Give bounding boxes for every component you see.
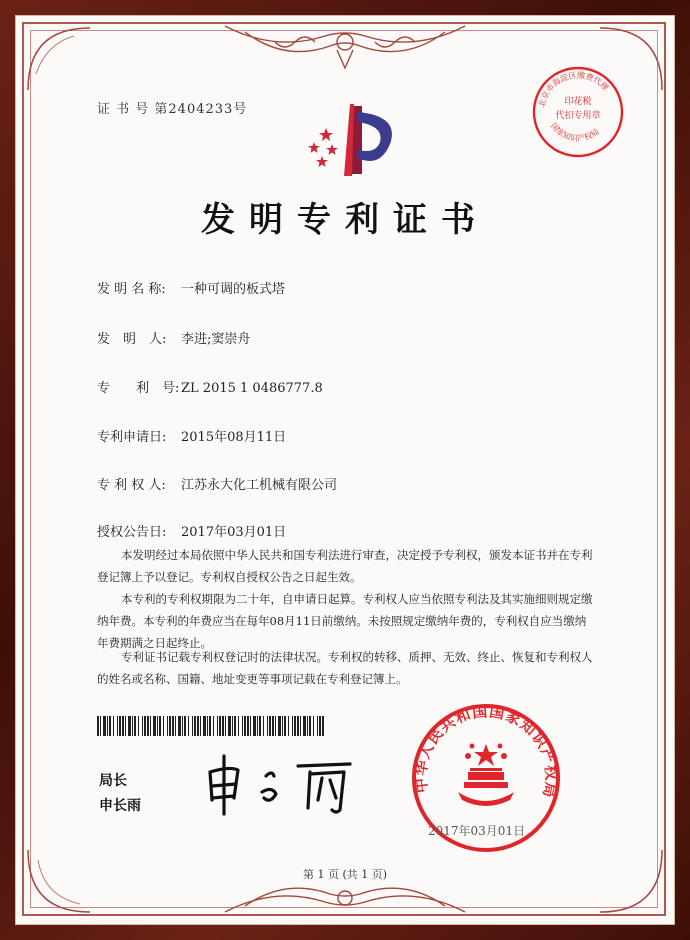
- corner-ornament-tl: [24, 24, 94, 94]
- field-value: ZL 2015 1 0486777.8: [181, 381, 323, 396]
- tax-stamp-line1: 印花税: [564, 97, 592, 107]
- field-value: 2015年08月11日: [181, 430, 287, 445]
- paragraph-legal-status: 专利证书记载专利权登记时的法律状况。专利权的转移、质押、无效、终止、恢复和专利权人的姓名或名称、国籍、地址变更等事项记载在专利登记簿上。: [97, 650, 593, 686]
- field-patent-number: [97, 377, 323, 396]
- field-label: 发 明 人:: [97, 332, 167, 347]
- field-patentee: [97, 474, 337, 493]
- field-label: 专 利 号:: [97, 381, 180, 396]
- certificate-title: 发明专利证书: [201, 200, 489, 240]
- tax-stamp-outer-text: 北京市海淀区缴费代理: [537, 70, 611, 109]
- field-inventor: [97, 328, 250, 347]
- field-application-date: [97, 426, 286, 445]
- barcode: [97, 716, 325, 736]
- field-label: 授权公告日:: [97, 525, 167, 540]
- page-footer: 第 1 页 (共 1 页): [302, 868, 388, 881]
- tax-stamp-bottom-text: 国家知识产权局: [548, 121, 601, 144]
- field-label: 专利申请日:: [97, 430, 167, 445]
- field-invention-name: [97, 278, 285, 297]
- field-label: 发 明 名 称:: [97, 282, 166, 297]
- national-emblem-icon: [458, 744, 514, 807]
- patent-office-logo: [292, 98, 402, 180]
- tax-stamp-line2: 代扣专用章: [555, 111, 601, 121]
- field-value: 江苏永大化工机械有限公司: [181, 478, 338, 493]
- seal-date: 2017年03月01日: [428, 824, 526, 838]
- director-title: 局长: [99, 773, 127, 789]
- paragraph-term: 本专利的专利权期限为二十年，自申请日起算。专利权人应当依照专利法及其实施细则规定缴纳年费。本专利的年费应当在每年08月11日前缴纳。未按照规定缴纳年费的，专利权自应当缴纳年费期满之日起终止。: [97, 592, 593, 650]
- svg-text:国家知识产权局: [549, 121, 601, 143]
- director-name: 申长雨: [99, 798, 141, 814]
- seal-text: 中华人民共和国国家知识产权局: [411, 702, 561, 801]
- certificate-number: 证 书 号 第2404233号: [97, 102, 248, 117]
- top-ornament: [215, 22, 475, 78]
- handwritten-signature: [200, 750, 370, 820]
- field-value: 一种可调的板式塔: [181, 282, 286, 297]
- field-value: 2017年03月01日: [181, 525, 287, 540]
- field-label: 专 利 权 人:: [97, 478, 166, 493]
- tax-stamp: [530, 64, 626, 160]
- field-grant-date: [97, 521, 286, 540]
- field-value: 李进;窦崇舟: [181, 332, 251, 347]
- paragraph-grant: 本发明经过本局依照中华人民共和国专利法进行审查，决定授予专利权，颁发本证书并在专利登记簿上予以登记。专利权自授权公告之日起生效。: [97, 548, 593, 584]
